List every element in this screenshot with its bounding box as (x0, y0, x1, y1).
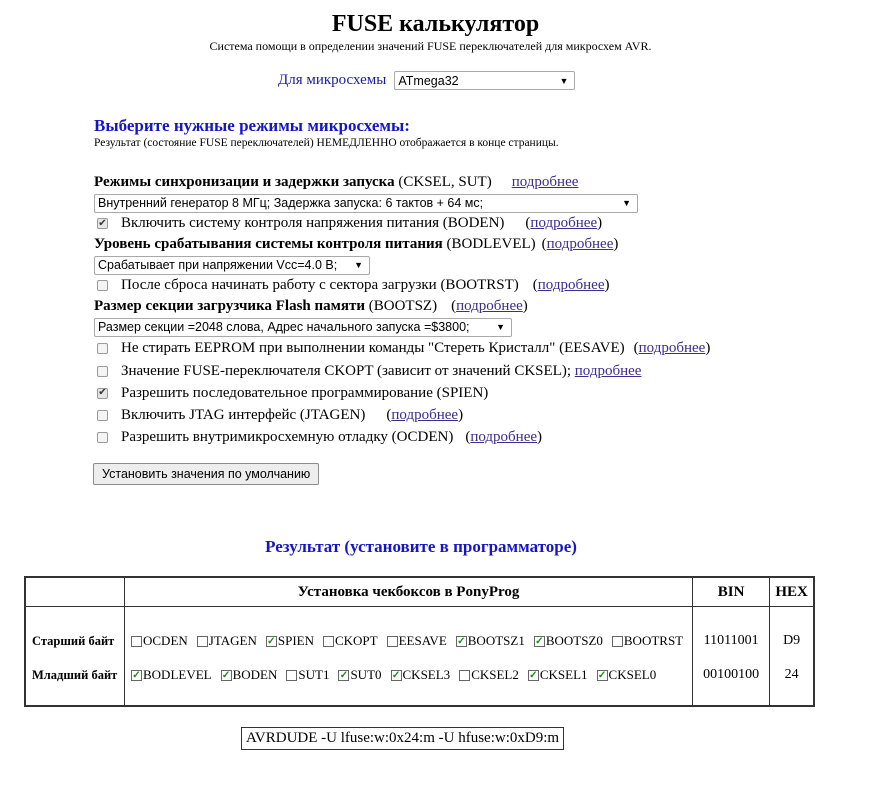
low-bit-label: CKSEL2 (471, 667, 519, 682)
high-byte-label: Старший байт (32, 633, 115, 648)
high-bit-label: BOOTRST (623, 633, 684, 648)
high-bit-label: BOOTSZ0 (545, 633, 603, 648)
byte-labels-cell (25, 607, 125, 707)
low-bit-checkbox[interactable]: ✓ (132, 669, 141, 681)
jtagen-label: Включить JTAG интерфейс (JTAGEN) (121, 406, 366, 423)
bootsz-tail: (BOOTSZ) (368, 298, 438, 314)
eesave-row: Не стирать EEPROM при выполнении команды "Стереть Кристалл" (EESAVE) ( подробнее ) (94, 337, 814, 360)
spien-row (94, 382, 814, 404)
ocden-label: Разрешить внутримикросхемную отладку (OCDEN) (121, 428, 454, 445)
high-bit-checkbox[interactable] (387, 636, 398, 647)
result-title: Результат (установите в программаторе) (265, 537, 577, 556)
chevron-down-icon: ▼ (354, 260, 363, 270)
mcu-row (278, 71, 575, 90)
low-bit-checkbox[interactable]: ✓ (221, 669, 231, 681)
high-bit-bootrst (612, 633, 683, 649)
high-bit-checkbox[interactable] (131, 636, 142, 647)
low-bit-checkbox[interactable]: ✓ (339, 669, 349, 681)
options-form (94, 172, 814, 448)
high-bit-checkbox[interactable] (612, 636, 623, 647)
result-header-row (25, 577, 814, 607)
bodlevel-more-link[interactable]: подробнее (546, 236, 614, 252)
high-bit-bootsz1 (456, 633, 525, 649)
low-bit-checkbox[interactable] (459, 670, 470, 681)
bootrst-more-link[interactable]: подробнее (537, 277, 605, 293)
low-bit-sut1 (286, 667, 329, 683)
low-bit-label: SUT1 (298, 667, 330, 682)
boden-row: ✔ Включить систему контроля напряжения питания (BODEN) ( подробнее ) (98, 215, 603, 231)
low-bit-bodlevel (131, 667, 212, 683)
ckopt-row (94, 360, 814, 382)
bin-cell (693, 607, 770, 707)
eesave-checkbox[interactable] (97, 343, 108, 354)
low-bit-checkbox[interactable] (286, 670, 297, 681)
low-hex-value: 24 (784, 667, 799, 682)
cksel-heading (94, 172, 814, 193)
jtagen-checkbox[interactable] (97, 410, 108, 421)
ocden-more-link[interactable]: подробнее (470, 428, 538, 445)
spien-label: Разрешить последовательное программирование (SPIEN) (121, 384, 489, 401)
high-bit-jtagen (197, 633, 257, 649)
header-hex: HEX (770, 577, 815, 607)
header-bin: BIN (693, 577, 770, 607)
set-defaults-button[interactable]: Установить значения по умолчанию (93, 463, 319, 485)
jtagen-row: Включить JTAG интерфейс (JTAGEN) ( подробнее ) (94, 404, 814, 426)
bootsz-more-link[interactable]: подробнее (456, 298, 523, 314)
low-bit-boden (221, 667, 278, 683)
low-bit-checkbox[interactable]: ✓ (391, 669, 401, 681)
chevron-down-icon: ▼ (622, 198, 631, 208)
mcu-select[interactable] (394, 71, 575, 90)
chevron-down-icon: ▼ (559, 75, 569, 86)
high-bit-checkbox[interactable]: ✓ (535, 635, 544, 647)
low-bit-sut0 (338, 667, 381, 683)
high-bit-label: JTAGEN (208, 633, 257, 648)
bootsz-select[interactable] (94, 318, 512, 337)
high-bit-checkbox[interactable]: ✓ (267, 635, 276, 647)
high-bit-ocden (131, 633, 188, 649)
avrdude-command: AVRDUDE -U lfuse:w:0x24:m -U hfuse:w:0xD9:m (241, 727, 564, 750)
ckopt-checkbox[interactable] (97, 366, 108, 377)
high-bit-spien (266, 633, 314, 649)
page-title: FUSE калькулятор (331, 11, 540, 37)
boden-checkbox[interactable]: ✔ (98, 217, 107, 229)
low-bit-cksel2 (459, 667, 519, 683)
bootrst-checkbox[interactable] (97, 280, 108, 291)
hex-cell (770, 607, 815, 707)
high-bit-checkbox[interactable] (323, 636, 334, 647)
result-table (24, 576, 815, 707)
high-hex-value: D9 (783, 633, 801, 648)
low-bit-checkbox[interactable]: ✓ (597, 669, 607, 681)
bodlevel-select[interactable] (94, 256, 370, 275)
bits-cell (125, 607, 693, 707)
bodlevel-title: Уровень срабатывания системы контроля питания (94, 236, 443, 252)
high-bit-label: CKOPT (334, 633, 378, 648)
high-bit-ckopt (323, 633, 378, 649)
low-bit-cksel3 (391, 667, 451, 683)
low-bit-checkbox[interactable]: ✓ (529, 669, 538, 681)
page-subtitle: Система помощи в определении значений FUSE переключателей для микросхем AVR. (209, 39, 652, 53)
ckopt-label: Значение FUSE-переключателя CKOPT (зависит от значений CKSEL); (121, 362, 571, 379)
section-heading: Выберите нужные режимы микросхемы: (94, 116, 410, 135)
ocden-checkbox[interactable] (97, 432, 108, 443)
low-bin-value: 00100100 (703, 667, 760, 682)
header-empty-cell (25, 577, 125, 607)
spien-checkbox[interactable]: ✔ (98, 387, 107, 398)
high-bin-value: 11011001 (703, 633, 759, 648)
eesave-more-link[interactable]: подробнее (638, 340, 706, 356)
low-byte-label: Младший байт (32, 667, 118, 682)
mcu-select-value: ATmega32 (398, 73, 459, 88)
low-bit-cksel0 (597, 667, 657, 683)
cksel-tail: (CKSEL, SUT) (398, 174, 492, 190)
high-bit-eesave (387, 633, 447, 649)
bodlevel-heading: Уровень срабатывания системы контроля питания (BODLEVEL) ( подробнее ) (94, 236, 619, 252)
result-body-row (25, 607, 814, 707)
high-bit-label: EESAVE (398, 633, 447, 648)
boden-more-link[interactable]: подробнее (530, 215, 598, 231)
high-bit-checkbox[interactable]: ✓ (457, 635, 466, 647)
high-bit-label: BOOTSZ1 (467, 633, 525, 648)
eesave-label: Не стирать EEPROM при выполнении команды "Стереть Кристалл" (EESAVE) (121, 340, 625, 356)
high-bit-label: OCDEN (143, 633, 188, 648)
mcu-label: Для микросхемы (278, 72, 387, 88)
low-bit-label: CKSEL3 (402, 667, 451, 682)
low-bit-label: CKSEL0 (608, 667, 657, 682)
low-byte-bits (125, 661, 692, 689)
jtagen-more-link[interactable]: подробнее (391, 406, 459, 423)
ocden-row: Разрешить внутримикросхемную отладку (OCDEN) ( подробнее ) (94, 426, 814, 448)
boden-label: Включить систему контроля напряжения питания (BODEN) (121, 215, 505, 231)
bootrst-row: После сброса начинать работу с сектора загрузки (BOOTRST) ( подробнее ) (94, 275, 814, 296)
high-bit-checkbox[interactable] (197, 636, 208, 647)
ckopt-more-link[interactable]: подробнее (574, 362, 642, 379)
high-byte-bits (125, 627, 692, 655)
cksel-select-value: Внутренний генератор 8 МГц; Задержка запуска: 6 тактов + 64 мс; (98, 196, 484, 210)
low-bit-cksel1 (528, 667, 588, 683)
header-ponyprog: Установка чекбоксов в PonyProg (125, 577, 693, 607)
low-bit-label: CKSEL1 (539, 667, 588, 682)
bootsz-title: Размер секции загрузчика Flash памяти (94, 298, 365, 314)
high-bit-bootsz0 (534, 633, 603, 649)
low-bit-label: SUT0 (350, 667, 382, 682)
chevron-down-icon: ▼ (496, 322, 505, 332)
section-note: Результат (состояние FUSE переключателей) НЕМЕДЛЕННО отображается в конце страницы. (94, 137, 559, 149)
bootsz-select-value: Размер секции =2048 слова, Адрес начального запуска =$3800; (98, 320, 470, 334)
cksel-title: Режимы синхронизации и задержки запуска (94, 174, 395, 190)
bodlevel-select-value: Срабатывает при напряжении Vcc=4.0 В; (98, 258, 338, 272)
low-bit-label: BODLEVEL (143, 667, 212, 682)
bodlevel-tail: (BODLEVEL) (446, 236, 536, 252)
bootsz-heading: Размер секции загрузчика Flash памяти (BOOTSZ) ( подробнее ) (94, 298, 528, 314)
cksel-select[interactable] (94, 194, 638, 213)
high-bit-label: SPIEN (277, 633, 314, 648)
low-bit-label: BODEN (232, 667, 278, 682)
bootrst-label: После сброса начинать работу с сектора загрузки (BOOTRST) (121, 277, 519, 293)
cksel-more-link[interactable]: подробнее (511, 174, 579, 190)
